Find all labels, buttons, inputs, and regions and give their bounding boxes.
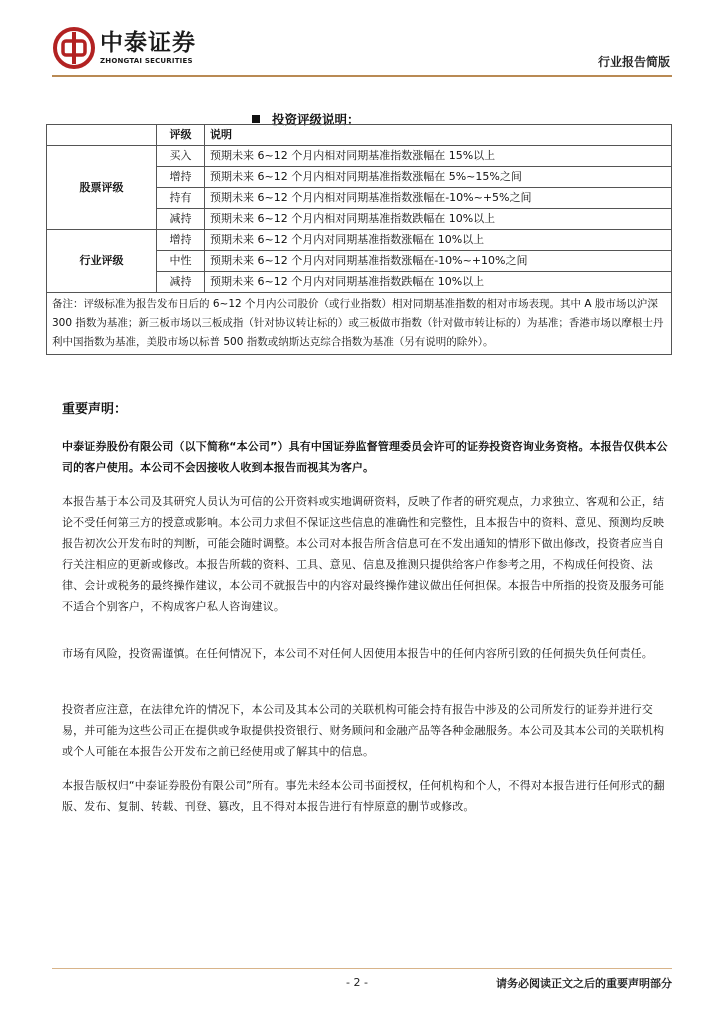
rating-desc: 预期未来 6~12 个月内相对同期基准指数涨幅在-10%~+5%之间: [205, 188, 672, 209]
rating-note: 备注：评级标准为报告发布日后的 6~12 个月内公司股价（或行业指数）相对同期基准指数的相对市场表现。其中 A 股市场以沪深 300 指数为基准；新三板市场以三板成指（针对协议转让标的）或三板做市指数（针对做市转让标的）为基准；香港市场以摩根士丹利中国指数为基准，美股市场以标普 500 指数或纳斯达克综合指数为基准（另有说明的除外）。: [47, 293, 672, 355]
stock-rating-label: 股票评级: [47, 146, 157, 230]
rating-table: [46, 124, 672, 355]
rating-desc: 预期未来 6~12 个月内相对同期基准指数涨幅在 15%以上: [205, 146, 672, 167]
rating-level: 减持: [157, 209, 205, 230]
header-level: 评级: [157, 125, 205, 146]
disclaimer-paragraph-3: 市场有风险，投资需谨慎。在任何情况下，本公司不对任何人因使用本报告中的任何内容所引致的任何损失负任何责任。: [62, 647, 653, 660]
square-bullet-icon: [252, 115, 260, 123]
disclaimer-paragraph-5: 本报告版权归“中泰证券股份有限公司”所有。事先未经本公司书面授权，任何机构和个人，不得对本报告进行任何形式的翻版、发布、复制、转载、刊登、篡改，且不得对本报告进行有悖原意的删节或修改。: [62, 779, 665, 813]
rating-level: 增持: [157, 230, 205, 251]
rating-level: 减持: [157, 272, 205, 293]
disclaimer-title: 重要声明：: [62, 402, 128, 417]
rating-desc: 预期未来 6~12 个月内对同期基准指数跌幅在 10%以上: [205, 272, 672, 293]
rating-level: 持有: [157, 188, 205, 209]
table-note-row: [47, 293, 672, 355]
table-row: [47, 146, 672, 167]
rating-desc: 预期未来 6~12 个月内相对同期基准指数涨幅在 5%~15%之间: [205, 167, 672, 188]
brand-block: [100, 30, 196, 66]
disclaimer-paragraph-2: 本报告基于本公司及其研究人员认为可信的公开资料或实地调研资料，反映了作者的研究观点，力求独立、客观和公正，结论不受任何第三方的授意或影响。本公司力求但不保证这些信息的准确性和完整性，且本报告中的资料、意见、预测均反映报告初次公开发布时的判断，可能会随时调整。本公司对本报告所含信息可在不发出通知的情形下做出修改，投资者应当自行关注相应的更新或修改。本报告所载的资料、工具、意见、信息及推测只提供给客户作参考之用，不构成任何投资、法律、会计或税务的最终操作建议，本公司不就报告中的内容对最终操作建议做出任何担保。本报告中所指的投资及服务可能不适合个别客户，不构成客户私人咨询建议。: [62, 495, 665, 613]
table-row: [47, 230, 672, 251]
rating-desc: 预期未来 6~12 个月内对同期基准指数涨幅在-10%~+10%之间: [205, 251, 672, 272]
rating-level: 增持: [157, 167, 205, 188]
header-divider: [52, 75, 672, 77]
industry-rating-label: 行业评级: [47, 230, 157, 293]
disclaimer-paragraph-4: 投资者应注意，在法律允许的情况下，本公司及其本公司的关联机构可能会持有报告中涉及的公司所发行的证券并进行交易，并可能为这些公司正在提供或争取提供投资银行、财务顾问和金融产品等各种金融服务。本公司及其本公司的关联机构或个人可能在本报告公开发布之前已经使用或了解其中的信息。: [62, 703, 665, 758]
table-header-row: [47, 125, 672, 146]
page-number: - 2 -: [346, 976, 368, 989]
brand-name-cn: 中泰证券: [100, 30, 196, 56]
rating-level: 买入: [157, 146, 205, 167]
footer-note: 请务必阅读正文之后的重要声明部分: [496, 977, 672, 990]
rating-title-text: 投资评级说明：: [272, 112, 360, 127]
page-header: [0, 0, 724, 80]
header-desc: 说明: [205, 125, 672, 146]
rating-level: 中性: [157, 251, 205, 272]
rating-desc: 预期未来 6~12 个月内相对同期基准指数跌幅在 10%以上: [205, 209, 672, 230]
header-empty-cell: [47, 125, 157, 146]
brand-name-en: ZHONGTAI SECURITIES: [100, 57, 193, 65]
footer-divider: [52, 968, 672, 969]
disclaimer-paragraph-1: 中泰证券股份有限公司（以下简称“本公司”）具有中国证券监督管理委员会许可的证券投资咨询业务资格。本报告仅供本公司的客户使用。本公司不会因接收人收到本报告而视其为客户。: [62, 440, 668, 474]
report-type: 行业报告简版: [597, 55, 670, 69]
rating-desc: 预期未来 6~12 个月内对同期基准指数涨幅在 10%以上: [205, 230, 672, 251]
zhongtai-logo-icon: [52, 26, 96, 70]
